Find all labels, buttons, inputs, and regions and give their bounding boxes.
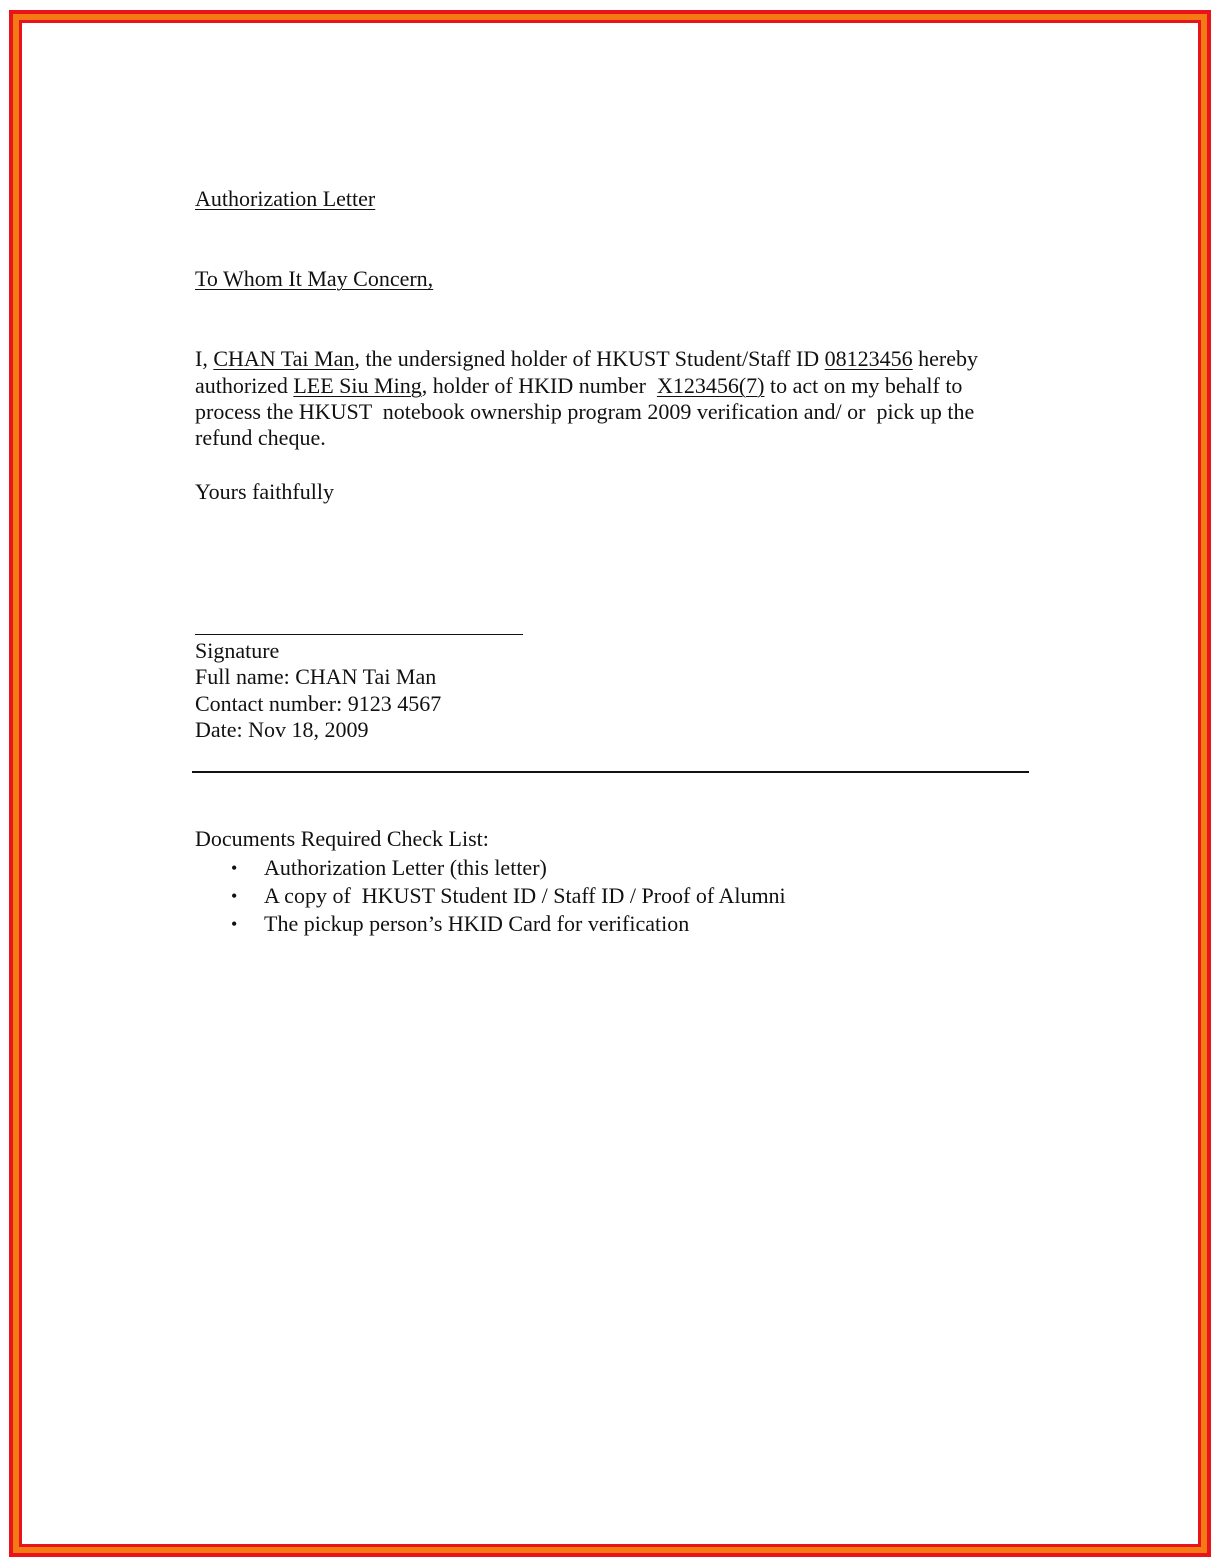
body-text: , the undersigned holder of HKUST Student/Staff ID bbox=[354, 346, 825, 371]
document-sheet bbox=[19, 20, 1201, 1547]
bullet-icon: • bbox=[231, 914, 238, 934]
grantor-name: CHAN Tai Man bbox=[213, 346, 355, 371]
body-text: to act on my behalf to bbox=[764, 373, 963, 398]
body-text: authorized bbox=[195, 373, 294, 398]
full-name: Full name: CHAN Tai Man bbox=[195, 664, 437, 689]
hkid-number: X123456(7) bbox=[656, 373, 765, 398]
authorized-person-name: LEE Siu Ming bbox=[293, 373, 422, 398]
signature-label: Signature bbox=[195, 638, 280, 663]
contact-number: Contact number: 9123 4567 bbox=[195, 691, 442, 716]
body-text: I, bbox=[195, 346, 214, 371]
letter-date: Date: Nov 18, 2009 bbox=[195, 717, 369, 742]
section-divider bbox=[192, 771, 1029, 773]
body-text: hereby bbox=[912, 346, 979, 371]
salutation: To Whom It May Concern, bbox=[195, 266, 434, 291]
checklist-heading: Documents Required Check List: bbox=[195, 826, 489, 851]
body-line-2 bbox=[195, 373, 962, 399]
closing: Yours faithfully bbox=[195, 479, 334, 504]
body-line-4: refund cheque. bbox=[195, 425, 326, 450]
bullet-icon: • bbox=[231, 858, 238, 878]
bullet-icon: • bbox=[231, 886, 238, 906]
list-item-text: A copy of HKUST Student ID / Staff ID / Proof of Alumni bbox=[264, 883, 786, 908]
list-item-text: Authorization Letter (this letter) bbox=[264, 855, 547, 880]
body-line-1 bbox=[195, 346, 978, 372]
body-text: , holder of HKID number bbox=[421, 373, 657, 398]
body-line-3: process the HKUST notebook ownership program 2009 verification and/ or pick up the bbox=[195, 399, 975, 424]
staff-id: 08123456 bbox=[824, 346, 913, 371]
list-item-text: The pickup person’s HKID Card for verification bbox=[264, 911, 690, 936]
signature-line bbox=[195, 634, 523, 635]
letter-title: Authorization Letter bbox=[195, 186, 376, 211]
